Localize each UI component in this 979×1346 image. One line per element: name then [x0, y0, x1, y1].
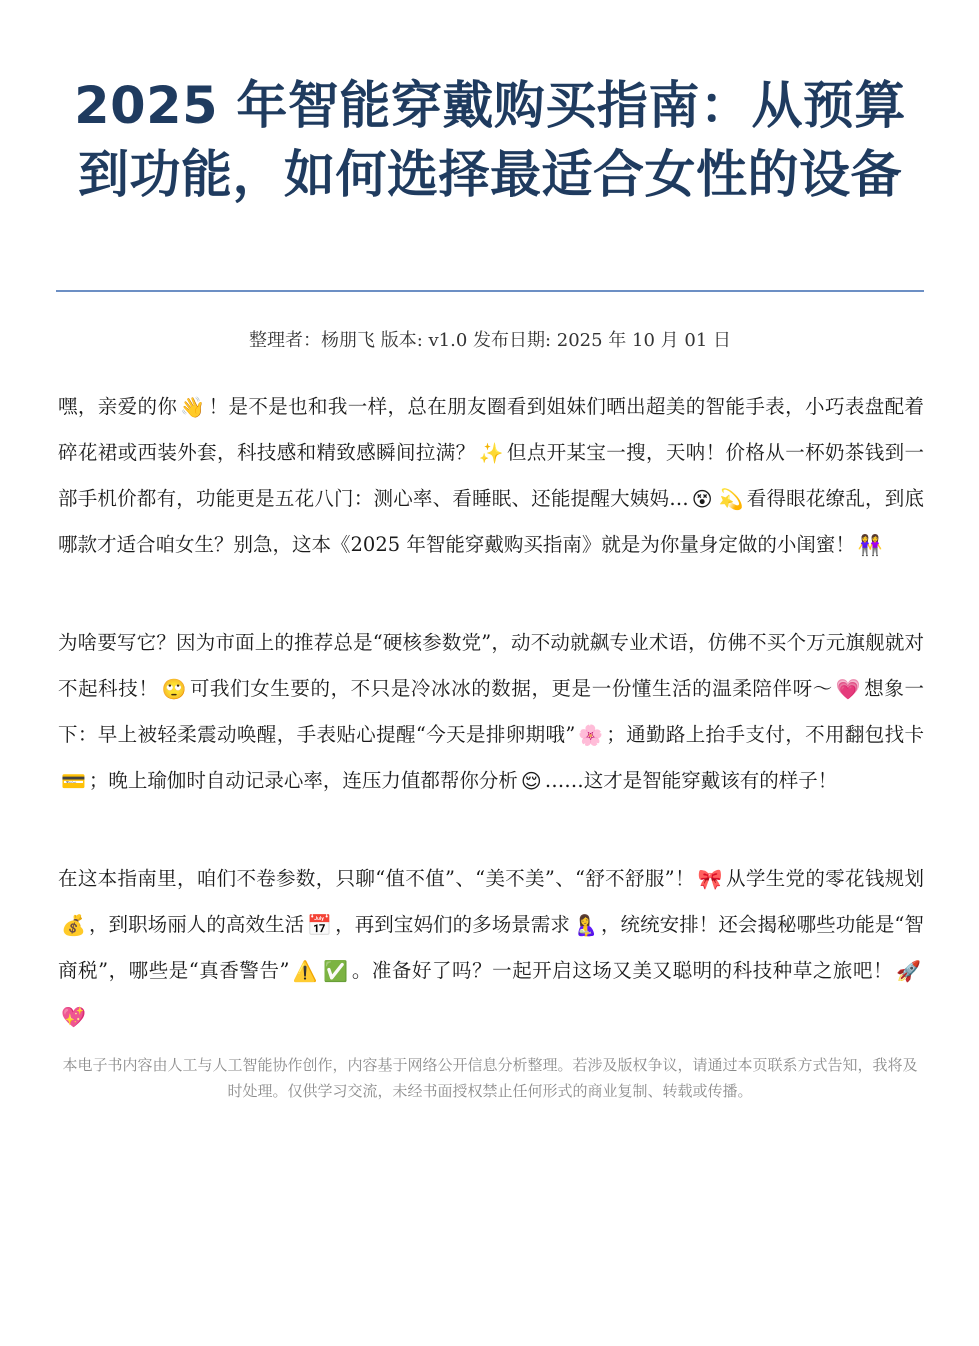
sparkles-icon: ✨ [478, 441, 504, 465]
motivation-paragraph [58, 620, 924, 804]
guide-overview-paragraph [58, 856, 924, 1040]
ribbon-icon: 🎀 [697, 867, 723, 891]
rocket-icon: 🚀 [896, 959, 921, 983]
money-bag-icon: 💰 [61, 913, 86, 937]
text-run: 嘿，亲爱的你 [58, 395, 178, 418]
check-mark-icon: ✅ [323, 959, 349, 983]
text-run: 。准备好了吗？一起开启这场又美又聪明的科技种草之旅吧！ [351, 959, 894, 982]
text-run: ，统统安排！还会揭秘哪些功能是“智商税”，哪些是“真香警告” [58, 913, 924, 982]
text-run: 从学生党的零花钱规划 [725, 867, 924, 890]
title-divider [56, 290, 924, 292]
relieved-face-icon: 😌 [520, 769, 542, 793]
waving-hand-icon: 👋 [180, 395, 206, 419]
intro-paragraph [58, 384, 924, 568]
text-run: 想象一下：早上被轻柔震动唤醒，手表贴心提醒“今天是排卵期哦” [58, 677, 924, 746]
eye-roll-icon: 🙄 [161, 677, 187, 701]
sparkling-heart-icon: 💖 [61, 1005, 86, 1029]
calendar-icon: 📅 [307, 913, 333, 937]
text-run: 看得眼花缭乱，到底哪款才适合咱女生？别急，这本《2025 年智能穿戴购买指南》就是为你量身定做的小闺蜜！ [58, 487, 924, 556]
text-run: ，到职场丽人的高效生活 [88, 913, 305, 936]
text-run: ；晚上瑜伽时自动记录心率，连压力值都帮你分析 [88, 769, 518, 792]
dizzy-icon: 💫 [718, 487, 744, 511]
text-run: ！是不是也和我一样，总在朋友圈看到姐妹们晒出超美的智能手表，小巧表盘配着碎花裙或西装外套，科技感和精致感瞬间拉满？ [58, 395, 924, 464]
copyright-notice: 本电子书内容由人工与人工智能协作创作，内容基于网络公开信息分析整理。若涉及版权争议，请通过本页联系方式告知，我将及时处理。仅供学习交流，未经书面授权禁止任何形式的商业复制、转载或传播。 [62, 1056, 918, 1100]
text-run: 可我们女生要的，不只是冷冰冰的数据，更是一份懂生活的温柔陪伴呀～ [189, 677, 833, 700]
warning-icon: ⚠️ [292, 959, 318, 983]
dizzy-face-icon: 😵 [691, 487, 713, 511]
two-women-icon: 👭 [857, 533, 883, 557]
heart-icon: 💗 [835, 677, 861, 701]
text-run: ，再到宝妈们的多场景需求 [335, 913, 570, 936]
text-run: 在这本指南里，咱们不卷参数，只聊“值不值”、“美不美”、“舒不舒服”！ [58, 867, 695, 890]
cherry-blossom-icon: 🌸 [578, 723, 604, 747]
author-version-date: 整理者：杨朋飞 版本: v1.0 发布日期: 2025 年 10 月 01 日 [248, 330, 732, 351]
text-run: ；通勤路上抬手支付，不用翻包找卡 [606, 723, 924, 746]
text-run: 为啥要写它？因为市面上的推荐总是“硬核参数党”，动不动就飙专业术语，仿佛不买个万元旗舰就对不起科技！ [58, 631, 924, 700]
text-run: 但点开某宝一搜，天呐！价格从一杯奶茶钱到一部手机价都有，功能更是五花八门：测心率、看睡眠、还能提醒大姨妈… [58, 441, 924, 510]
credit-card-icon: 💳 [61, 769, 86, 793]
page-title: 2025 年智能穿戴购买指南：从预算到功能，如何选择最适合女性的设备 [74, 77, 906, 205]
mother-baby-icon: 🤱 [572, 913, 598, 937]
text-run: ……这才是智能穿戴该有的样子！ [544, 769, 838, 792]
